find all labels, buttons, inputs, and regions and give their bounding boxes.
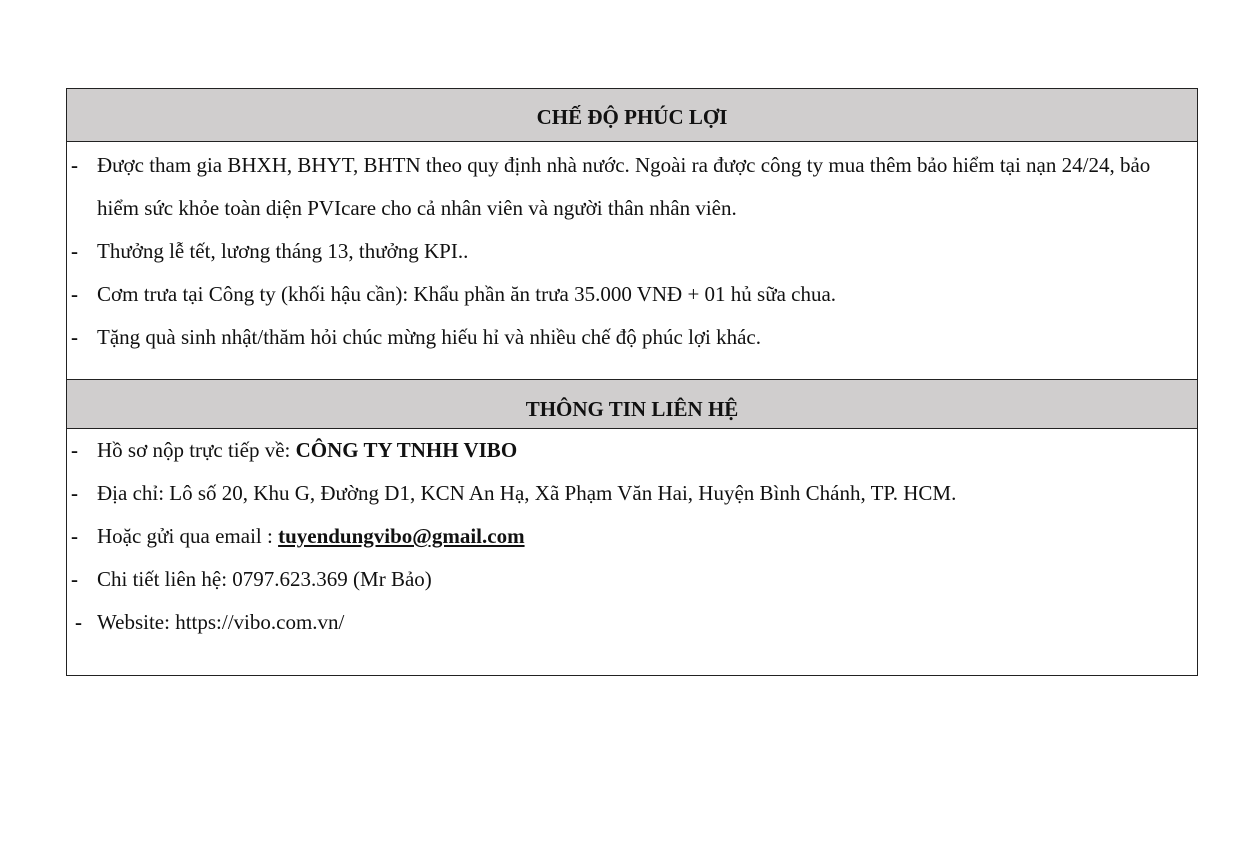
- contact-list: [67, 429, 1197, 675]
- phone-text: Chi tiết liên hệ: 0797.623.369 (Mr Bảo): [97, 567, 432, 591]
- list-item-text: Được tham gia BHXH, BHYT, BHTN theo quy định nhà nước. Ngoài ra được công ty mua thêm bảo hiểm tại nạn 24/24, bảo hiểm sức khỏe toàn diện PVIcare cho cả nhân viên và người thân nhân viên.: [97, 153, 1151, 220]
- bullet-dash: -: [71, 239, 78, 263]
- bullet-dash: -: [71, 153, 78, 177]
- list-item-text: [97, 515, 1197, 558]
- list-item-phone: [67, 558, 1197, 601]
- section-title-benefits: CHẾ ĐỘ PHÚC LỢI: [67, 89, 1197, 142]
- submit-prefix: Hồ sơ nộp trực tiếp về:: [97, 438, 296, 462]
- list-item-website: [67, 601, 1197, 644]
- company-name: CÔNG TY TNHH VIBO: [295, 438, 518, 462]
- bullet-dash: -: [71, 282, 78, 306]
- address-text: Địa chỉ: Lô số 20, Khu G, Đường D1, KCN An Hạ, Xã Phạm Văn Hai, Huyện Bình Chánh, TP. HCM.: [97, 481, 957, 505]
- list-item-text: Tặng quà sinh nhật/thăm hỏi chúc mừng hiếu hỉ và nhiều chế độ phúc lợi khác.: [97, 325, 761, 349]
- bullet-dash: -: [71, 524, 78, 548]
- list-item: [67, 230, 1197, 273]
- list-item-text: [97, 429, 1197, 472]
- list-item: [67, 316, 1197, 359]
- section-title-contact: THÔNG TIN LIÊN HỆ: [67, 379, 1197, 429]
- website-text: Website: https://vibo.com.vn/: [97, 610, 345, 634]
- bullet-dash: -: [71, 438, 78, 462]
- list-item: [67, 144, 1197, 230]
- bullet-dash: -: [71, 481, 78, 505]
- email-prefix: Hoặc gửi qua email :: [97, 524, 279, 548]
- list-item-email: [67, 515, 1197, 558]
- bullet-dash: -: [71, 325, 78, 349]
- bullet-dash: -: [75, 610, 82, 634]
- benefits-list: [67, 142, 1197, 379]
- list-item-text: Thưởng lễ tết, lương tháng 13, thưởng KPI..: [97, 239, 469, 263]
- list-item-text: Cơm trưa tại Công ty (khối hậu cần): Khẩu phần ăn trưa 35.000 VNĐ + 01 hủ sữa chua.: [97, 282, 837, 306]
- list-item-submit: [67, 429, 1197, 472]
- list-item: [67, 273, 1197, 316]
- email-link[interactable]: tuyendungvibo@gmail.com: [278, 524, 525, 548]
- list-item-address: [67, 472, 1197, 515]
- bullet-dash: -: [71, 567, 78, 591]
- document-table: [66, 88, 1198, 676]
